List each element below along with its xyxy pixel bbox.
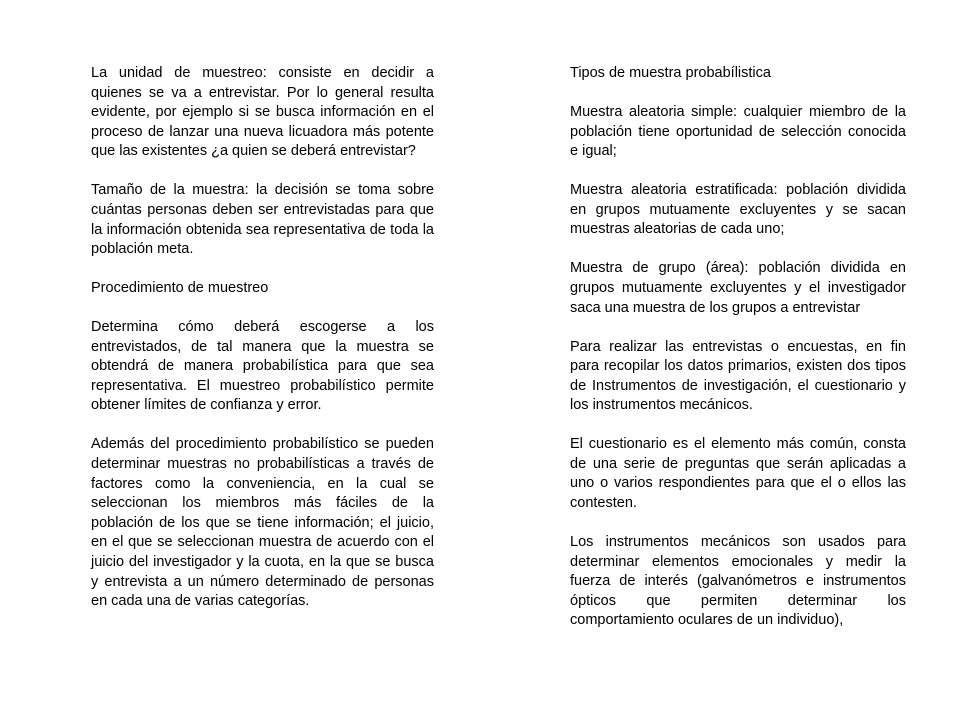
paragraph-cuestionario: El cuestionario es el elemento más común, consta de una serie de preguntas que serán aplicadas a uno o varios respondientes para que el o ellos las contesten. xyxy=(570,436,906,512)
paragraph-determina: Determina cómo deberá escogerse a los entrevistados, de tal manera que la muestra se obtendrá de manera probabilística para que sea representativa. El muestreo probabilístico permite obtener límites de confianza y error. xyxy=(91,319,434,414)
paragraph-instrumentos-mecanicos: Los instrumentos mecánicos son usados para determinar elementos emocionales y medir la fuerza de interés (galvanómetros e instrumentos ópticos que permiten determinar los comportamiento oculares de un individuo), xyxy=(570,534,906,629)
heading-tipos-muestra: Tipos de muestra probabílistica xyxy=(570,65,771,81)
paragraph-entrevistas: Para realizar las entrevistas o encuestas, en fin para recopilar los datos primarios, existen dos tipos de Instrumentos de investigación, el cuestionario y los instrumentos mecánicos. xyxy=(570,338,906,414)
paragraph-ademas: Además del procedimiento probabilístico se pueden determinar muestras no probabilísticas a través de factores como la conveniencia, en la cual se seleccionan los miembros más fáciles de la población de los que se tiene información; el juicio, en el que se seleccionan muestra de acuerdo con el juicio del investigador y la cuota, en la que se busca y entrevista a un número determinado de personas en cada una de varias categorías. xyxy=(91,436,434,610)
paragraph-aleatoria-estratificada: Muestra aleatoria estratificada: población dividida en grupos mutuamente excluyentes y se sacan muestras aleatorias de cada uno; xyxy=(570,182,906,238)
paragraph-tamano-muestra: Tamaño de la muestra: la decisión se toma sobre cuántas personas deben ser entrevistadas para que la información obtenida sea representativa de toda la población meta. xyxy=(91,182,434,258)
right-column xyxy=(570,64,906,650)
heading-procedimiento-muestreo: Procedimiento de muestreo xyxy=(91,280,269,297)
paragraph-aleatoria-simple: Muestra aleatoria simple: cualquier miembro de la población tiene oportunidad de selección conocida e igual; xyxy=(570,103,906,160)
paragraph-unidad-muestreo: La unidad de muestreo: consiste en decidir a quienes se va a entrevistar. Por lo general resulta evidente, por ejemplo si se busca información en el proceso de lanzar una nueva licuadora más potente que las existentes ¿a quien se deberá entrevistar? xyxy=(91,65,434,160)
left-column xyxy=(91,64,434,631)
paragraph-muestra-grupo: Muestra de grupo (área): población dividida en grupos mutuamente excluyentes y el investigador saca una muestra de los grupos a entrevistar xyxy=(570,260,906,316)
